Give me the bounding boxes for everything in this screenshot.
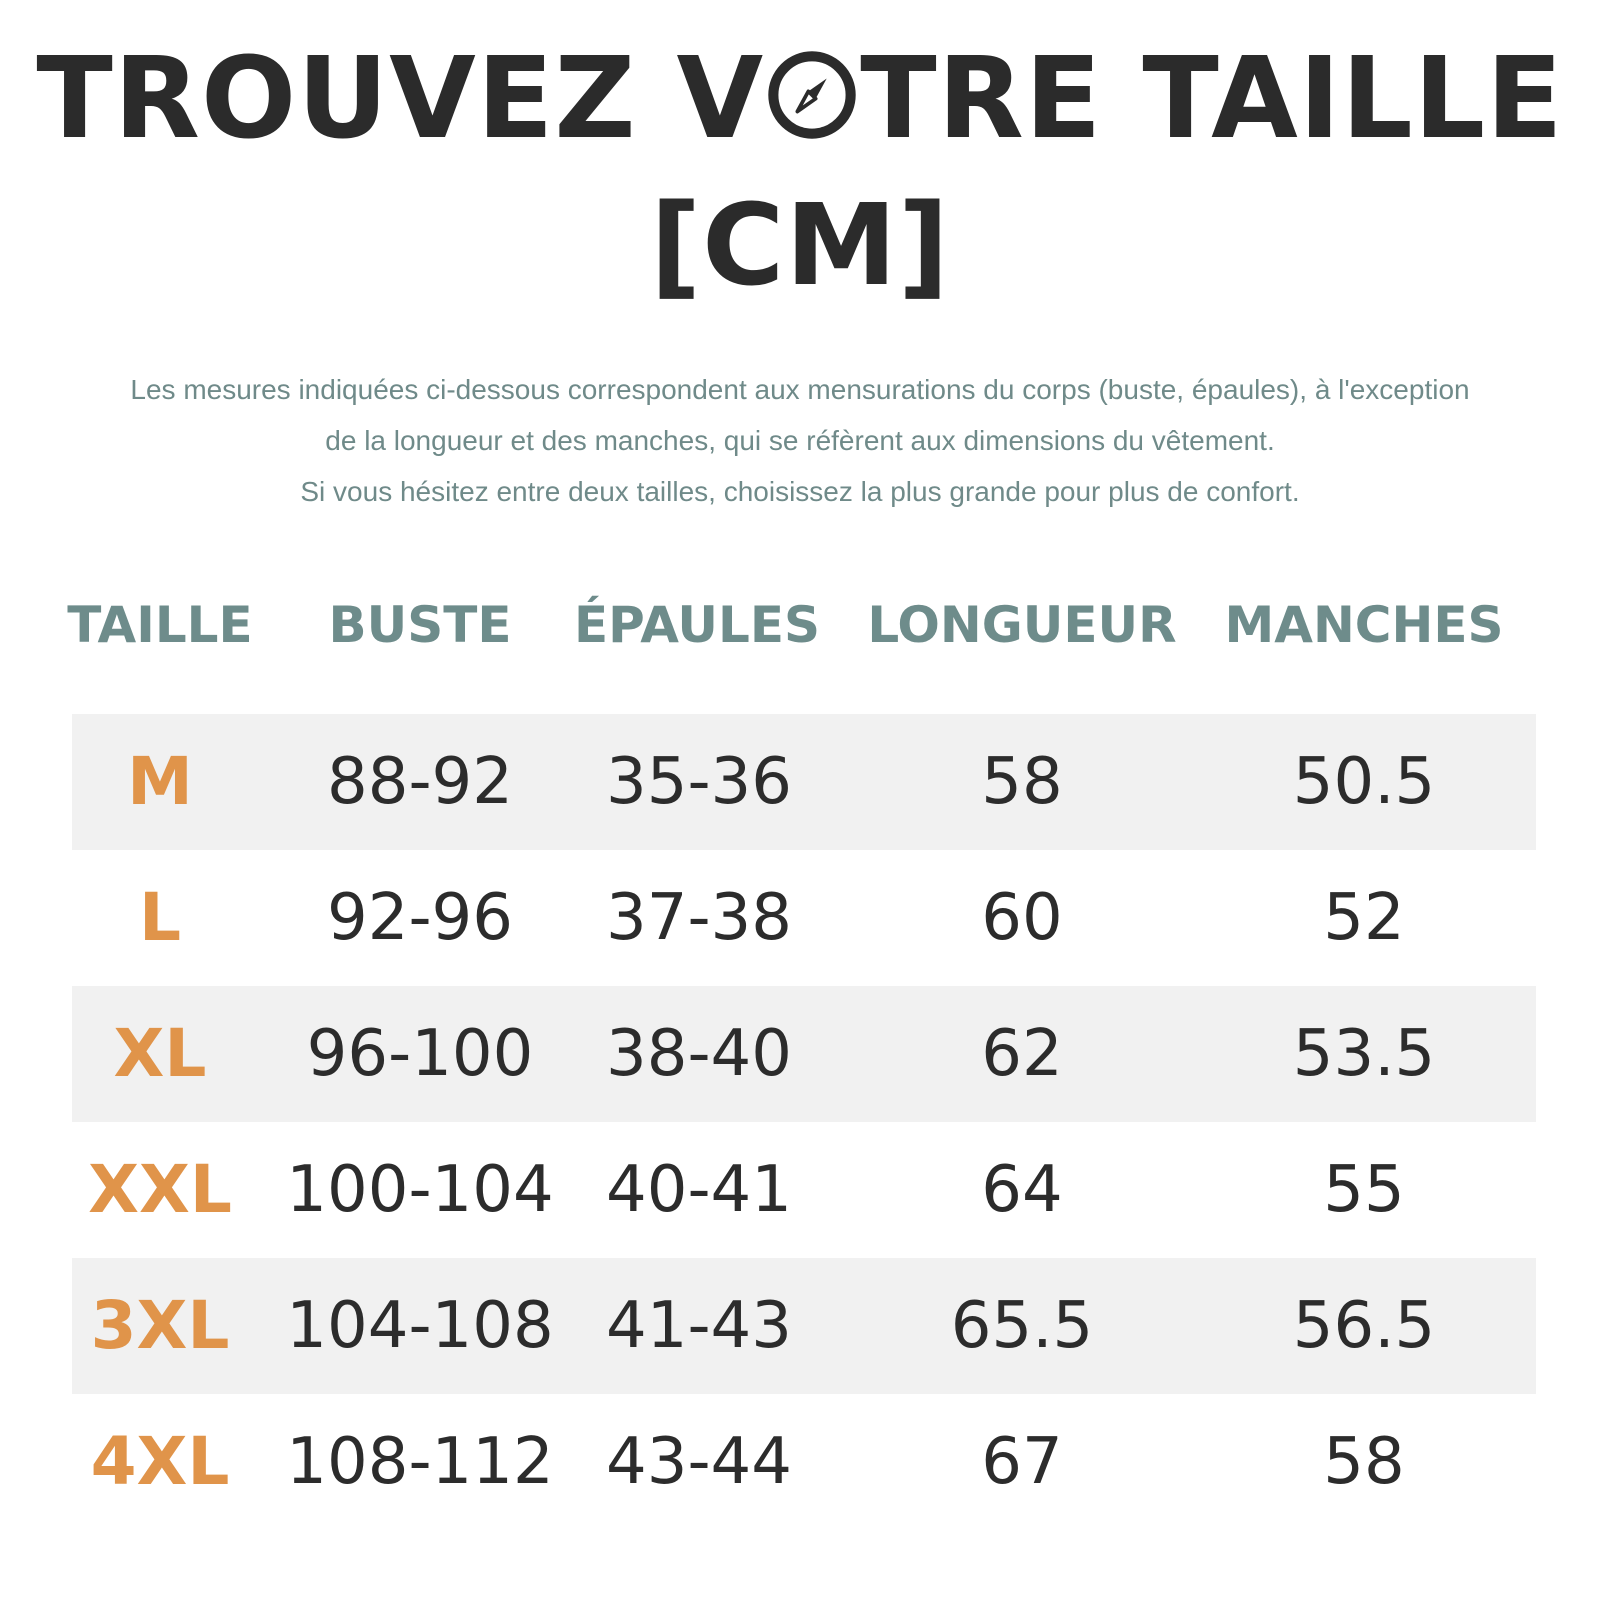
title-text-before-icon: TROUVEZ V — [36, 34, 765, 165]
epaules-cell: 43-44 — [606, 1425, 792, 1499]
buste-cell: 88-92 — [327, 745, 513, 819]
epaules-cell: 41-43 — [606, 1289, 792, 1363]
size-cell: XL — [113, 1015, 207, 1092]
buste-cell: 96-100 — [306, 1017, 534, 1091]
epaules-cell: 40-41 — [606, 1153, 792, 1227]
column-header-manches: MANCHES — [1224, 596, 1504, 654]
manches-cell: 52 — [1323, 881, 1405, 955]
intro-line-2: de la longueur et des manches, qui se réfèrent aux dimensions du vêtement. — [325, 425, 1275, 456]
epaules-cell: 38-40 — [606, 1017, 792, 1091]
buste-cell: 108-112 — [286, 1425, 554, 1499]
column-header-buste: BUSTE — [328, 596, 512, 654]
longueur-cell: 67 — [981, 1425, 1063, 1499]
size-cell: L — [138, 879, 182, 956]
longueur-cell: 62 — [981, 1017, 1063, 1091]
title-block — [0, 22, 1600, 316]
column-header-taille: TAILLE — [67, 596, 253, 654]
table-row — [72, 714, 1536, 850]
manches-cell: 56.5 — [1292, 1289, 1436, 1363]
table-row — [72, 986, 1536, 1122]
longueur-cell: 60 — [981, 881, 1063, 955]
manches-cell: 58 — [1323, 1425, 1405, 1499]
longueur-cell: 64 — [981, 1153, 1063, 1227]
buste-cell: 104-108 — [286, 1289, 554, 1363]
page-title-line-1 — [0, 22, 1600, 169]
title-text-after-icon: TRE TAILLE — [860, 34, 1564, 165]
page-title-line-2 — [0, 169, 1600, 316]
epaules-cell: 35-36 — [606, 745, 792, 819]
longueur-cell: 58 — [981, 745, 1063, 819]
epaules-cell: 37-38 — [606, 881, 792, 955]
size-cell: 4XL — [90, 1423, 230, 1500]
manches-cell: 53.5 — [1292, 1017, 1436, 1091]
buste-cell: 92-96 — [327, 881, 513, 955]
intro-text — [0, 364, 1600, 517]
size-table — [72, 714, 1536, 1530]
table-header-row — [0, 590, 1600, 660]
buste-cell: 100-104 — [286, 1153, 554, 1227]
longueur-cell: 65.5 — [950, 1289, 1094, 1363]
intro-line-1: Les mesures indiquées ci-dessous correspondent aux mensurations du corps (buste, épaules), à l'exception — [130, 374, 1470, 405]
manches-cell: 50.5 — [1292, 745, 1436, 819]
column-header-longueur: LONGUEUR — [867, 596, 1177, 654]
table-row — [72, 850, 1536, 986]
table-row — [72, 1258, 1536, 1394]
compass-icon — [766, 49, 858, 141]
size-cell: M — [127, 743, 193, 820]
column-header-epaules: ÉPAULES — [574, 596, 820, 654]
table-row — [72, 1394, 1536, 1530]
intro-line-3: Si vous hésitez entre deux tailles, choisissez la plus grande pour plus de confort. — [300, 476, 1300, 507]
table-row — [72, 1122, 1536, 1258]
size-cell: XXL — [88, 1151, 232, 1228]
unit-label: [CM] — [649, 181, 951, 312]
manches-cell: 55 — [1323, 1153, 1405, 1227]
size-cell: 3XL — [90, 1287, 230, 1364]
